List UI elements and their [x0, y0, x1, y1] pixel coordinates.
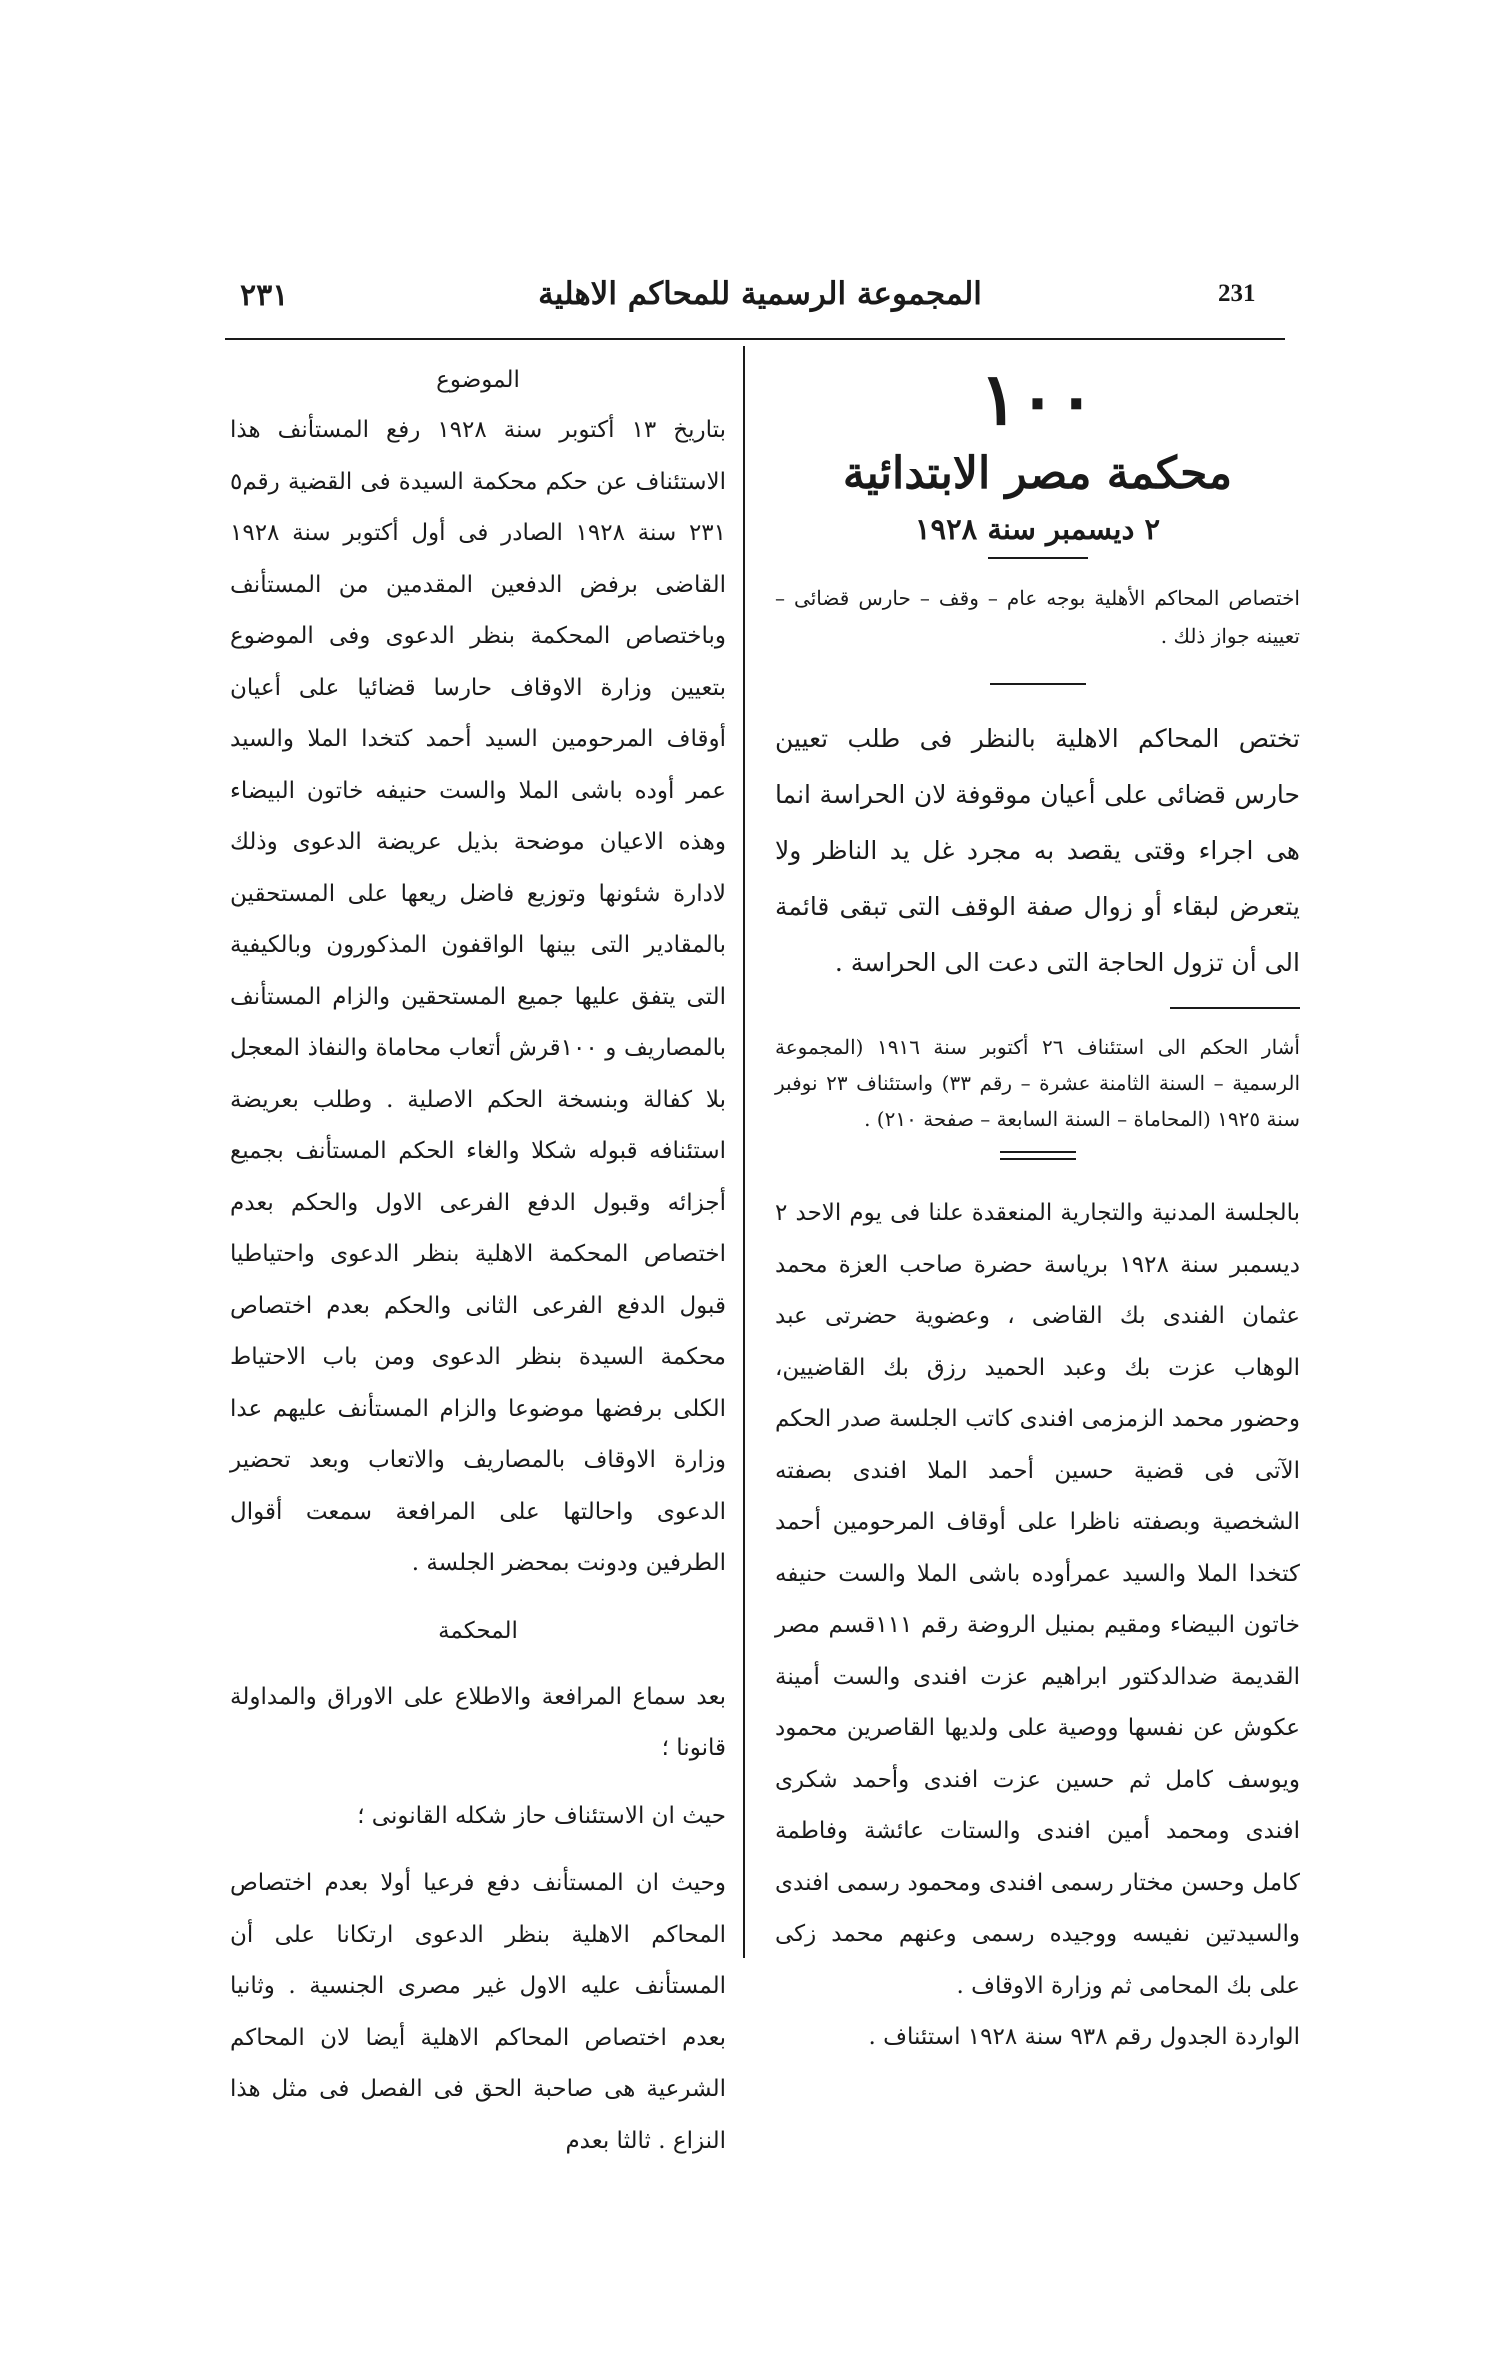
spacer: [230, 1842, 726, 1858]
court-paragraph-3: وحيث ان المستأنف دفع فرعيا أولا بعدم اختصاص المحاكم الاهلية بنظر الدعوى ارتكانا على أن المستأنف عليه الاول غير مصرى الجنسية . وثانيا بعدم اختصاص المحاكم الاهلية أيضا لان المحاكم الشرعية هى صاحبة الحق فى الفصل فى مثل هذا النزاع . ثالثا بعدم: [230, 1870, 726, 2154]
spacer: [230, 1656, 726, 1672]
right-column: [775, 355, 1300, 2064]
spacer: [230, 1775, 726, 1791]
keywords: اختصاص المحاكم الأهلية بوجه عام – وقف – حارس قضائى – تعيينه جواز ذلك .: [775, 586, 1300, 648]
page-number-arabic: ٢٣١: [240, 278, 289, 313]
left-column: [230, 355, 726, 2167]
date-rule: [988, 557, 1088, 559]
legal-principle: تختص المحاكم الاهلية بالنظر فى طلب تعيين حارس قضائى على أعيان موقوفة لان الحراسة انما هى اجراء وقتى يقصد به مجرد غل يد الناظر ولا يتعرض لبقاء أو زوال صفة الوقف التى تبقى قائمة الى أن تزول الحاجة التى دعت الى الحراسة .: [775, 724, 1300, 977]
subject-heading: الموضوع: [436, 367, 520, 393]
registry-line: الواردة الجدول رقم ٩٣٨ سنة ١٩٢٨ استئناف .: [868, 2024, 1300, 2050]
page-number-latin: 231: [1218, 280, 1256, 307]
column-divider: [743, 346, 745, 1958]
subject-text: بتاريخ ١٣ أكتوبر سنة ١٩٢٨ رفع المستأنف هذا الاستئناف عن حكم محكمة السيدة فى القضية رقم٥ ٢٣١ سنة ١٩٢٨ الصادر فى أول أكتوبر سنة ١٩٢٨ القاضى برفض الدفعين المقدمين من المستأنف وباختصاص المحكمة بنظر الدعوى وفى الموضوع بتعيين وزارة الاوقاف حارسا قضائيا على أعيان أوقاف المرحومين السيد أحمد كتخدا الملا والسيد عمر أوده باشى الملا والست حنيفه خاتون البيضاء وهذه الاعيان موضحة بذيل عريضة الدعوى وذلك لادارة شئونها وتوزيع فاضل ريعها على المستحقين بالمقادير التى بينها الواقفون المذكورون وبالكيفية التى يتفق عليها جميع المستحقين والزام المستأنف بالمصاريف و ١٠٠قرش أتعاب محاماة والنفاذ المعجل بلا كفالة وبنسخة الحكم الاصلية . وطلب بعريضة استئنافه قبوله شكلا والغاء الحكم المستأنف بجميع أجزائه وقبول الدفع الفرعى الاول والحكم بعدم اختصاص المحكمة الاهلية بنظر الدعوى واحتياطيا قبول الدفع الفرعى الثانى والحكم بعدم اختصاص محكمة السيدة بنظر الدعوى ومن باب الاحتياط الكلى برفضها موضوعا والزام المستأنف عليهم عدا وزارة الاوقاف بالمصاريف والاتعاب وبعد تحضير الدعوى واحالتها على المرافعة سمعت أقوال الطرفين ودونت بمحضر الجلسة .: [230, 417, 727, 1576]
double-rule: [1000, 1151, 1076, 1160]
running-title: المجموعة الرسمية للمحاكم الاهلية: [538, 276, 982, 312]
reference-note: أشار الحكم الى استئناف ٢٦ أكتوبر سنة ١٩١٦ (المجموعة الرسمية – السنة الثامنة عشرة – رقم ٣٣) واستئناف ٢٣ نوفبر سنة ١٩٢٥ (المحاماة – السنة السابعة – صفحة ٢١٠) .: [775, 1035, 1301, 1131]
principle-rule: [1170, 1007, 1300, 1009]
spacer: [230, 1590, 726, 1606]
case-number: ١٠٠: [979, 356, 1096, 441]
court-heading: المحكمة: [438, 1617, 518, 1644]
judgment-date: ٢ ديسمبر سنة ١٩٢٨: [914, 512, 1161, 546]
hearing-paragraph: بالجلسة المدنية والتجارية المنعقدة علنا فى يوم الاحد ٢ ديسمبر سنة ١٩٢٨ برياسة حضرة صاحب العزة محمد عثمان الفندى بك القاضى ، وعضوية حضرتى عبد الوهاب عزت بك وعبد الحميد رزق بك القاضيين، وحضور محمد الزمزمى افندى كاتب الجلسة صدر الحكم الآتى فى قضية حسين أحمد الملا افندى بصفته الشخصية وبصفته ناظرا على أوقاف المرحومين أحمد كتخدا الملا والسيد عمرأوده باشى الملا والست حنيفه خاتون البيضاء ومقيم بمنيل الروضة رقم ١١١قسم مصر القديمة ضدالدكتور ابراهيم عزت افندى والست أمينة عكوش عن نفسها ووصية على ولديها القاصرين محمود ويوسف كامل ثم حسين عزت افندى وأحمد شكرى افندى ومحمد أمين افندى والستات عائشة وفاطمة كامل وحسن مختار رسمى افندى ومحمود رسمى افندى والسيدتين نفيسه ووجيده رسمى وعنهم محمد زكى على بك المحامى ثم وزارة الاوقاف .: [775, 1200, 1300, 1999]
court-paragraph-2: حيث ان الاستئناف حاز شكله القانونى ؛: [357, 1802, 726, 1829]
keywords-rule: [990, 683, 1086, 685]
header-rule: [225, 338, 1285, 340]
court-name: محكمة مصر الابتدائية: [842, 448, 1233, 499]
court-paragraph-1: بعد سماع المرافعة والاطلاع على الاوراق والمداولة قانونا ؛: [230, 1683, 726, 1761]
